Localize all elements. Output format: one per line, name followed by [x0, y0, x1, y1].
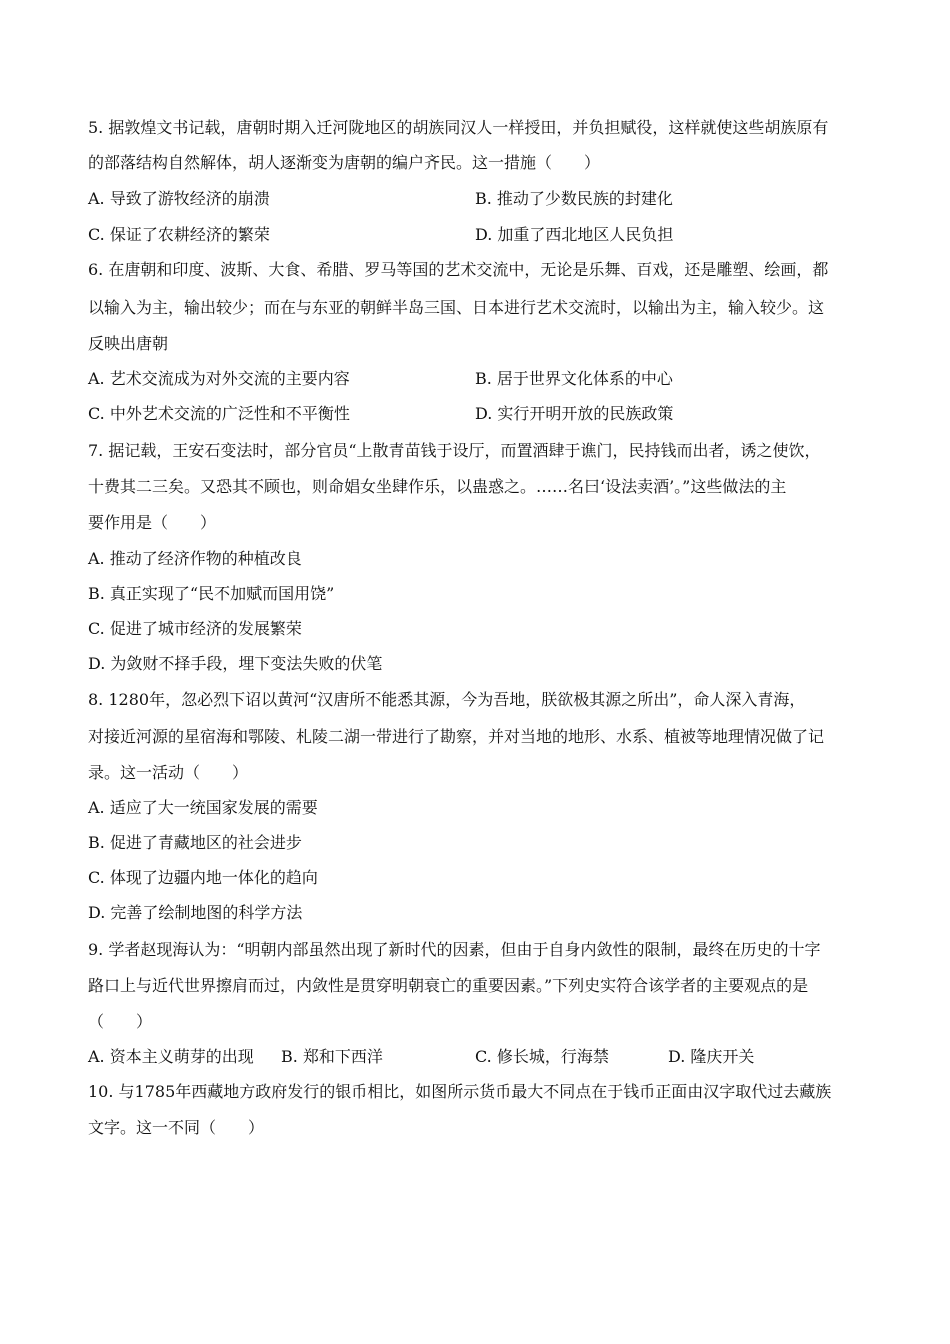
q8-stem-line-1: 8. 1280年，忽必烈下诏以黄河“汉唐所不能悉其源，今为吾地，朕欲极其源之所出”，命人深入青海，: [88, 690, 806, 709]
q5-option-b: B. 推动了少数民族的封建化: [475, 189, 673, 208]
q10-stem-line-2: 文字。这一不同（ ）: [88, 1118, 265, 1137]
q9-stem-line-1: 9. 学者赵现海认为：“明朝内部虽然出现了新时代的因素，但由于自身内敛性的限制，最终在历史的十字: [88, 940, 821, 959]
q9-option-d: D. 隆庆开关: [668, 1047, 755, 1066]
q9-stem-line-2: 路口上与近代世界擦肩而过，内敛性是贯穿明朝衰亡的重要因素。”下列史实符合该学者的主要观点的是: [88, 976, 809, 995]
q7-option-d: D. 为敛财不择手段，埋下变法失败的伏笔: [88, 654, 383, 673]
q9-option-a: A. 资本主义萌芽的出现: [88, 1047, 254, 1066]
q5-stem-line-1: 5. 据敦煌文书记载，唐朝时期入迁河陇地区的胡族同汉人一样授田，并负担赋役，这样就使这些胡族原有: [88, 118, 829, 137]
q7-option-b: B. 真正实现了“民不加赋而国用饶”: [88, 584, 335, 603]
q6-stem-line-1: 6. 在唐朝和印度、波斯、大食、希腊、罗马等国的艺术交流中，无论是乐舞、百戏，还是雕塑、绘画，都: [88, 260, 829, 279]
q6-option-c: C. 中外艺术交流的广泛性和不平衡性: [88, 404, 350, 423]
q6-stem-line-3: 反映出唐朝: [88, 334, 169, 353]
q8-option-b: B. 促进了青藏地区的社会进步: [88, 833, 302, 852]
q5-option-c: C. 保证了农耕经济的繁荣: [88, 225, 270, 244]
q6-option-a: A. 艺术交流成为对外交流的主要内容: [88, 369, 350, 388]
q7-stem-line-3: 要作用是（ ）: [88, 513, 217, 532]
q7-option-a: A. 推动了经济作物的种植改良: [88, 549, 302, 568]
q7-option-c: C. 促进了城市经济的发展繁荣: [88, 619, 302, 638]
q6-stem-line-2: 以输入为主，输出较少；而在与东亚的朝鲜半岛三国、日本进行艺术交流时，以输出为主，输入较少。这: [88, 298, 825, 317]
q8-option-d: D. 完善了绘制地图的科学方法: [88, 903, 303, 922]
q7-stem-line-1: 7. 据记载，王安石变法时，部分官员“上散青苗钱于设厅，而置酒肆于谯门，民持钱而出者，诱之使饮，: [88, 441, 821, 460]
q5-option-a: A. 导致了游牧经济的崩溃: [88, 189, 270, 208]
q9-option-c: C. 修长城，行海禁: [475, 1047, 609, 1066]
q8-option-c: C. 体现了边疆内地一体化的趋向: [88, 868, 318, 887]
q8-stem-line-3: 录。这一活动（ ）: [88, 763, 249, 782]
q5-option-d: D. 加重了西北地区人民负担: [475, 225, 674, 244]
q8-stem-line-2: 对接近河源的星宿海和鄂陵、札陵二湖一带进行了勘察，并对当地的地形、水系、植被等地理情况做了记: [88, 727, 825, 746]
q10-stem-line-1: 10. 与1785年西藏地方政府发行的银币相比，如图所示货币最大不同点在于钱币正面由汉字取代过去藏族: [88, 1082, 832, 1101]
q8-option-a: A. 适应了大一统国家发展的需要: [88, 798, 318, 817]
q9-stem-line-3: （ ）: [88, 1012, 153, 1031]
q5-stem-line-2: 的部落结构自然解体，胡人逐渐变为唐朝的编户齐民。这一措施（ ）: [88, 153, 601, 172]
q7-stem-line-2: 十费其二三矣。又恐其不顾也，则命娼女坐肆作乐，以蛊惑之。……名曰‘设法卖酒’。”这些做法的主: [88, 477, 787, 496]
q6-option-d: D. 实行开明开放的民族政策: [475, 404, 674, 423]
q9-option-b: B. 郑和下西洋: [281, 1047, 383, 1066]
q6-option-b: B. 居于世界文化体系的中心: [475, 369, 673, 388]
